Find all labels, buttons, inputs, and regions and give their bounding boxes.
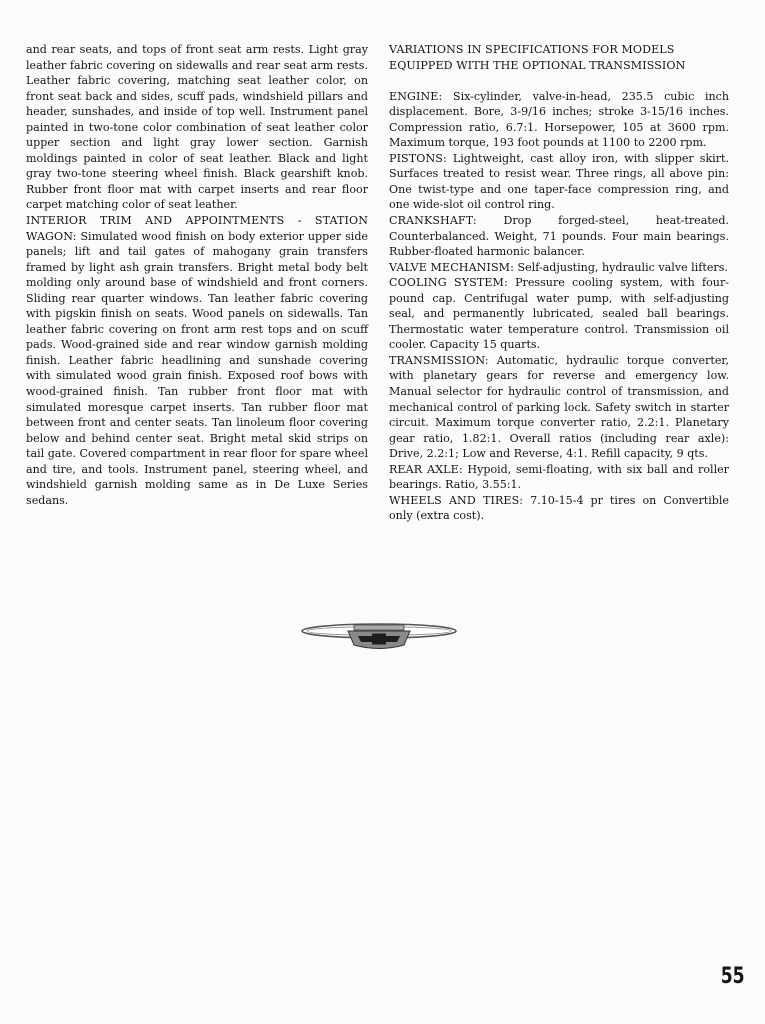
spec-text: Hypoid, semi-floating, with six ball and roller bearings. Ratio, 3.55:1. <box>389 462 729 492</box>
station-wagon-heading: INTERIOR TRIM AND APPOINTMENTS - STATION WAGON: <box>26 214 368 243</box>
spec-label: WHEELS AND TIRES: <box>389 493 524 507</box>
station-wagon-text: Simulated wood finish on body exterior upper side panels; lift and tail gates of mahogany grain transfers framed by light ash grain transfers. Bright metal body belt molding only around base of windshield and front corners. Sliding rear quarter windows. Tan leather fabric covering with pigskin finish on seats. Wood panels on sidewalls. Tan leather fabric covering on front arm rest tops and on scuff pads. Wood-grained side and rear window garnish molding finish. Leather fabric headlining and sunshade covering with simulated wood grain finish. Exposed roof bows with wood-grained finish. Tan rubber front floor mat with simulated moresque carpet inserts. Tan rubber floor mat between front and center seats. Tan linoleum floor covering below and behind center seat. Bright metal skid strips on tail gate. Covered compartment in rear floor for spare wheel and tire, and tools. Instrument panel, steering wheel, and windshield garnish molding same as in De Luxe Series sedans. <box>26 229 369 507</box>
left-column <box>26 42 368 508</box>
spec-label: TRANSMISSION: <box>389 353 489 367</box>
spec-label: VALVE MECHANISM: <box>389 260 514 274</box>
spec-label: COOLING SYSTEM: <box>389 276 508 290</box>
interior-trim-station-wagon-paragraph <box>26 213 368 508</box>
spec-pistons <box>389 151 729 213</box>
chevrolet-bowtie-emblem-icon <box>300 619 458 653</box>
spec-text: Six-cylinder, valve-in-head, 235.5 cubic inch displacement. Bore, 3-9/16 inches; stroke 3-15/16 inches. Compression ratio, 6.7:1. Horsepower, 105 at 3600 rpm. Maximum torque, 193 foot pounds at 1100 to 2200 rpm. <box>389 89 730 150</box>
specifications-heading: VARIATIONS IN SPECIFICATIONS FOR MODELS EQUIPPED WITH THE OPTIONAL TRANSMISSION <box>389 43 686 72</box>
spec-text: Automatic, hydraulic torque converter, with planetary gears for reverse and emergency low. Manual selector for hydraulic control of transmission, and mechanical control of parking lock. Safety switch in starter circuit. Maximum torque converter ratio, 2.2:1. Planetary gear ratio, 1.82:1. Overall ratios (including rear axle): Drive, 2.2:1; Low and Reverse, 4:1. Refill capacity, 9 qts. <box>389 353 729 461</box>
spec-text: Drop forged-steel, heat-treated. Counterbalanced. Weight, 71 pounds. Four main bearings. Rubber-floated harmonic balancer. <box>389 213 729 259</box>
spec-crankshaft <box>389 213 729 260</box>
spec-text: Lightweight, cast alloy iron, with slipper skirt. Surfaces treated to resist wear. Three rings, all above pin: One twist-type and one taper-face compression ring, and one wide-slot oil control ring. <box>389 151 730 212</box>
spec-valve-mechanism <box>389 260 729 276</box>
spec-label: CRANKSHAFT: <box>389 213 477 227</box>
spec-cooling-system <box>389 275 729 353</box>
spec-label: REAR AXLE: <box>389 462 463 476</box>
spec-wheels-and-tires <box>389 493 729 524</box>
spec-label: PISTONS: <box>389 151 447 165</box>
right-column <box>389 42 729 524</box>
spec-rear-axle <box>389 462 729 493</box>
spec-transmission <box>389 353 729 462</box>
spec-text: 7.10-15-4 pr tires on Convertible only (extra cost). <box>389 493 730 523</box>
spec-label: ENGINE: <box>389 89 443 103</box>
interior-trim-convertible-text: and rear seats, and tops of front seat arm rests. Light gray leather fabric covering on sidewalls and rear seat arm rests. Leather fabric covering, matching seat leather color, on front seat back and sides, scuff pads, windshield pillars and header, sunshades, and inside of top well. Instrument panel painted in two-tone color combination of seat leather color upper section and light gray lower section. Garnish moldings painted in color of seat leather. Black and light gray two-tone steering wheel finish. Black gearshift knob. Rubber front floor mat with carpet inserts and rear floor carpet matching color of seat leather. <box>26 43 368 212</box>
spec-text: Pressure cooling system, with four-pound cap. Centrifugal water pump, with self-adjusting seal, and permanently lubricated, sealed ball bearings. Thermostatic water temperature control. Transmission oil cooler. Capacity 15 quarts. <box>389 276 729 352</box>
spec-text: Self-adjusting, hydraulic valve lifters. <box>517 260 728 274</box>
spec-engine <box>389 89 729 151</box>
page-number: 55 <box>721 964 745 989</box>
